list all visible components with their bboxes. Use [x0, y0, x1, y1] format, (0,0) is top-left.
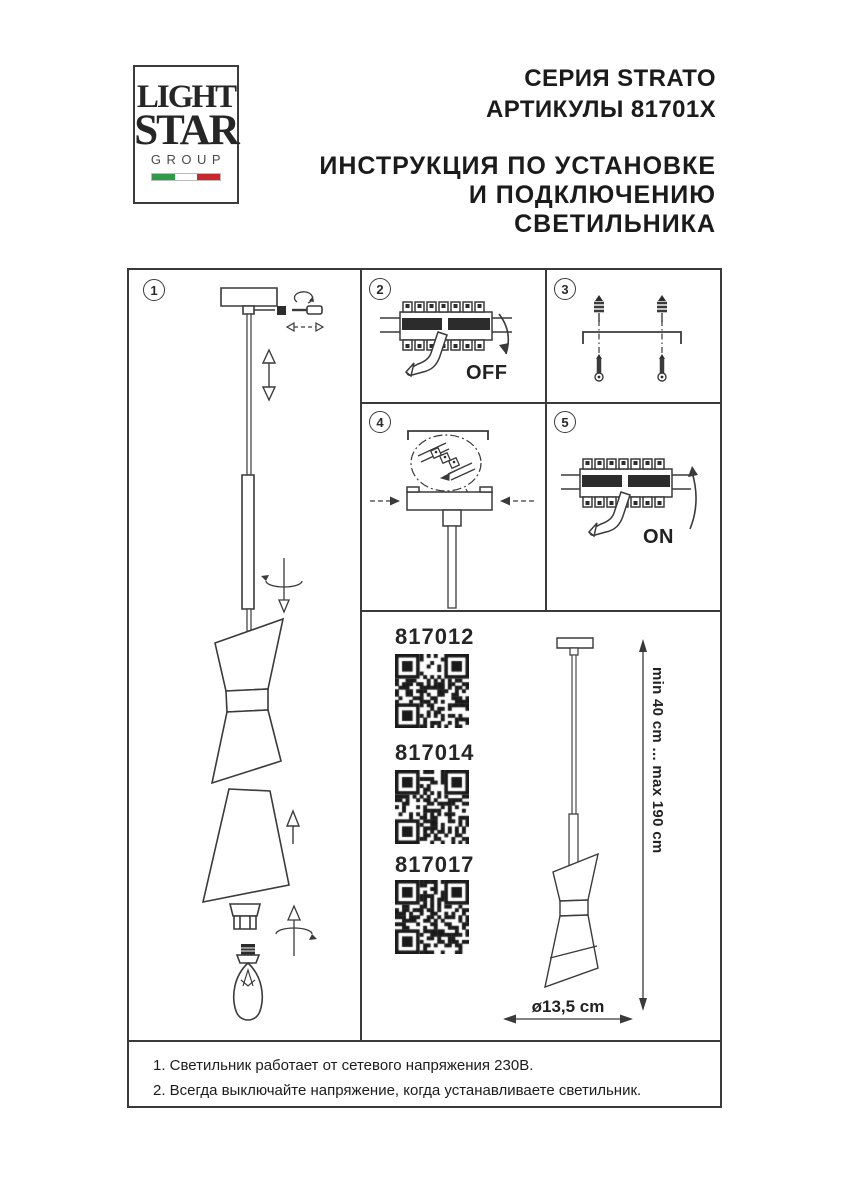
height-range-label: min 40 cm ... max 190 cm: [649, 667, 666, 854]
spec-panel: [362, 612, 720, 1040]
mounting-bracket-drawing: [583, 332, 681, 344]
articles-title: АРТИКУЛЫ 81701X: [486, 96, 716, 123]
step-4-badge: 4: [369, 411, 391, 433]
terminal-block-drawing: [418, 443, 475, 481]
switch-on-arrow-icon: [688, 466, 698, 529]
step-4-panel: [362, 404, 545, 610]
step-5-panel: [547, 404, 720, 610]
height-dimension-arrow: [639, 639, 647, 1011]
screw-icon: [594, 295, 604, 322]
step-5-badge: 5: [554, 411, 576, 433]
bulb-icon: [234, 944, 263, 1020]
logo-text-star: STAR: [134, 107, 238, 154]
rotate-down-arrow-icon: [261, 558, 302, 612]
step-2-panel: [362, 270, 545, 402]
instruction-title-line1: ИНСТРУКЦИЯ ПО УСТАНОВКЕ: [319, 152, 716, 180]
italy-flag-icon: [151, 173, 221, 181]
logo-text-light: LIGHT: [136, 79, 236, 115]
document-header: [300, 63, 716, 239]
article-label: 817014: [395, 740, 475, 765]
circuit-breaker-icon: [400, 302, 492, 350]
socket-cover-drawing: [230, 904, 260, 929]
note-line: 2. Всегда выключайте напряжение, когда устанавливаете светильник.: [153, 1082, 642, 1099]
note-line: 1. Светильник работает от сетевого напряжения 230В.: [153, 1057, 534, 1074]
series-title: СЕРИЯ STRATO: [524, 65, 716, 92]
article-label: 817012: [395, 624, 475, 649]
wall-anchor-icon: [658, 354, 666, 381]
pendant-lamp-drawing: [362, 612, 720, 1040]
step-3-badge: 3: [554, 278, 576, 300]
shade-top-drawing: [212, 619, 283, 783]
step-1-badge: 1: [143, 279, 165, 301]
rotate-up-arrow-icon: [276, 906, 317, 956]
up-arrow-icon: [287, 811, 299, 844]
rod-drawing: [242, 475, 254, 609]
lightstar-logo: [133, 65, 239, 204]
canopy-mount-drawing: [407, 487, 492, 608]
logo-text-group: GROUP: [150, 152, 227, 167]
off-label: OFF: [466, 362, 508, 384]
step-3-panel: [547, 270, 720, 402]
on-label: ON: [643, 526, 674, 548]
instruction-grid: [127, 268, 722, 1108]
step-1-panel: [129, 270, 360, 1040]
step-2-illustration: [362, 270, 545, 402]
cord-drawing: [247, 314, 251, 475]
switch-off-arrow-icon: [499, 314, 509, 354]
shade-bottom-drawing: [203, 789, 289, 902]
height-adjust-arrow-icon: [263, 350, 275, 400]
step-4-illustration: [362, 404, 545, 610]
step-5-illustration: [547, 404, 720, 610]
diameter-label: ø13,5 cm: [531, 997, 605, 1016]
step-3-illustration: [547, 270, 720, 402]
instruction-title-line2: И ПОДКЛЮЧЕНИЮ СВЕТИЛЬНИКА: [468, 181, 716, 238]
article-label: 817017: [395, 852, 475, 877]
step-2-badge: 2: [369, 278, 391, 300]
screw-icon: [657, 295, 667, 322]
wall-anchor-icon: [595, 354, 603, 381]
notes-section: [129, 1042, 720, 1106]
step-1-illustration: [129, 270, 360, 1040]
